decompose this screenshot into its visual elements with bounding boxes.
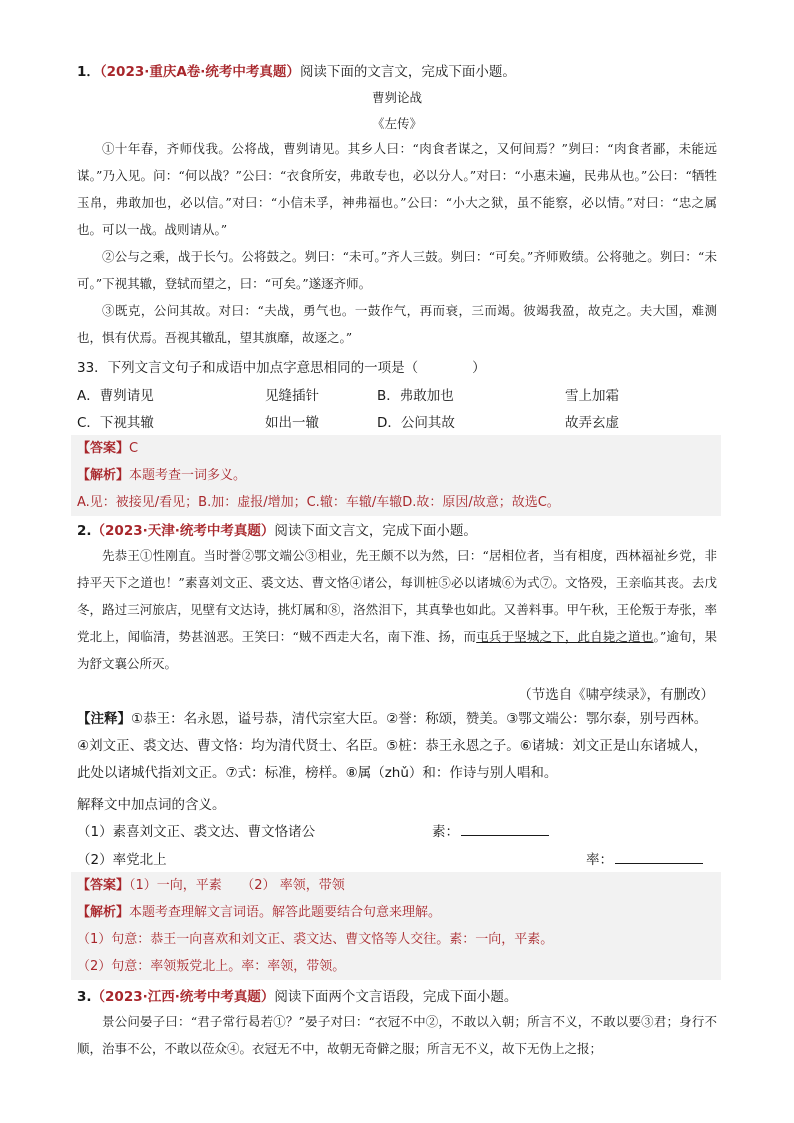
passage-body-q2 bbox=[77, 542, 717, 677]
passage-body-q3 bbox=[77, 1008, 717, 1062]
answer-tag: 【答案】 bbox=[77, 441, 130, 456]
item-1-blank[interactable] bbox=[461, 823, 549, 836]
question-33-stem: 33．下列文言文句子和成语中加点字意思相同的一项是（ ） bbox=[77, 360, 486, 376]
annotation-tag: 【注释】 bbox=[77, 711, 131, 727]
question-instruction: 阅读下面的文言文，完成下面小题。 bbox=[299, 64, 516, 80]
analysis-item-2: （2）句意：率领叛党北上。率：率领，带领。 bbox=[77, 959, 346, 974]
question-instruction: 阅读下面两个文言语段，完成下面小题。 bbox=[274, 989, 518, 1005]
answer-line bbox=[71, 872, 721, 899]
passage-paragraph-2: ②公与之乘，战于长勺。公将鼓之。刿曰：“未可。”齐人三鼓。刿曰：“可矣。”齐师败绩。公将驰之。刿曰：“未可。”下视其辙，登轼而望之，曰：“可矣。”遂逐齐师。 bbox=[77, 249, 717, 291]
analysis-line bbox=[71, 462, 721, 489]
item-1-answer-field bbox=[432, 820, 549, 840]
item-2: （2）率党北上 bbox=[77, 852, 167, 868]
analysis-text: 本题考查一词多义。 bbox=[129, 468, 247, 483]
item-1-label: 素： bbox=[432, 824, 459, 840]
analysis-tag: 【解析】 bbox=[77, 905, 130, 920]
option-c-idiom: 如出一辙 bbox=[265, 415, 319, 431]
underlined-sentence: 屯兵于坚城之下，此自毙之道也 bbox=[476, 629, 654, 644]
question-number: 1． bbox=[77, 64, 100, 80]
question-2-header bbox=[77, 519, 477, 539]
passage-paragraph-1: ①十年春，齐师伐我。公将战，曹刿请见。其乡人曰：“肉食者谋之，又何间焉？”刿曰：“肉食者鄙，未能远谋。”乃入见。问：“何以战？”公曰：“衣食所安，弗敢专也，必以分人。”对曰：“小惠未遍，民弗从也。”公曰：“牺牲玉帛，弗敢加也，必以信。”对曰：“小信未孚，神弗福也。”公曰：“小大之狱，虽不能察，必以情。”对曰：“忠之属也。可以一战。战则请从。” bbox=[77, 141, 717, 237]
answer-text: C bbox=[129, 441, 139, 456]
passage-source-note: （节选自《啸亭续录》，有删改） bbox=[518, 687, 714, 703]
question-3-header bbox=[77, 985, 517, 1005]
passage-text-end: 。”逾旬，果为舒文襄公所灭。 bbox=[77, 629, 717, 671]
analysis-tag: 【解析】 bbox=[77, 468, 130, 483]
answer-block-q1 bbox=[71, 435, 721, 516]
question-number: 2. bbox=[77, 523, 92, 539]
answer-text: （1）一向，平素 （2） 率领，带领 bbox=[129, 878, 345, 893]
item-2-answer-field bbox=[586, 848, 703, 868]
annotation-block bbox=[77, 706, 717, 787]
option-a-sentence: A．曹刿请见 bbox=[77, 388, 154, 404]
answer-block-q2 bbox=[71, 872, 721, 980]
passage-text: 先恭王①性刚直。当时誉②鄂文端公③相业，先王颇不以为然，曰：“居相位者，当有相度，西林福祉乡党，非持平天下之道也！”素喜刘文正、裘文达、曹文恪④诸公，每训桩⑤必以诸城⑥为式⑦。文恪殁，王亲临其丧。去戊冬，路过三河旅店，见壁有文达诗，挑灯属和⑧，洛然泪下，其真挚也如此。又善料事。甲午秋，王伦叛于寿张，率党北上，闻临清，势甚汹恶。王笑曰：“贼不西走大名，南下淮、扬，而 bbox=[77, 548, 717, 644]
passage-author: 《左传》 bbox=[371, 116, 422, 131]
passage-paragraph-3: ③既克，公问其故。对曰：“夫战，勇气也。一鼓作气，再而衰，三而竭。彼竭我盈，故克之。夫大国，难测也，惧有伏焉。吾视其辙乱，望其旗靡，故逐之。” bbox=[77, 303, 717, 345]
option-b-idiom: 雪上加霜 bbox=[565, 388, 619, 404]
item-1: （1）素喜刘文正、裘文达、曹文恪诸公 bbox=[77, 824, 316, 840]
question-source: （2023·江西·统考中考真题） bbox=[91, 989, 275, 1005]
question-number: 3. bbox=[77, 989, 92, 1005]
passage-body bbox=[77, 135, 717, 351]
annotation-text: ①恭王：名永恩，谥号恭，清代宗室大臣。②誉：称颂，赞美。③鄂文端公：鄂尔泰，别号西林。④刘文正、裘文达、曹文恪：均为清代贤士、名臣。⑤桩：恭王永恩之子。⑥诸城：刘文正是山东诸城人，此处以诸城代指刘文正。⑦式：标准，榜样。⑧属（zhǔ）和：作诗与别人唱和。 bbox=[77, 711, 708, 781]
passage-paragraph bbox=[77, 542, 717, 677]
option-d-sentence: D．公问其故 bbox=[377, 415, 455, 431]
passage-title: 曹刿论战 bbox=[371, 90, 422, 105]
item-2-label: 率： bbox=[586, 852, 613, 868]
analysis-detail-line: A.见：被接见/看见；B.加：虚报/增加；C.辙：车辙/车辙D.故：原因/故意；故选C。 bbox=[77, 495, 560, 510]
answer-line bbox=[71, 435, 721, 462]
task-instruction: 解释文中加点词的含义。 bbox=[77, 797, 226, 813]
option-c-sentence: C．下视其辙 bbox=[77, 415, 154, 431]
option-b-sentence: B．弗敢加也 bbox=[377, 388, 454, 404]
question-1-header bbox=[77, 60, 516, 80]
item-2-blank[interactable] bbox=[615, 851, 703, 864]
answer-tag: 【答案】 bbox=[77, 878, 130, 893]
analysis-text: 本题考查理解文言词语。解答此题要结合句意来理解。 bbox=[129, 905, 442, 920]
option-a-idiom: 见缝插针 bbox=[265, 388, 319, 404]
analysis-line bbox=[71, 899, 721, 926]
analysis-item-1: （1）句意：恭王一向喜欢和刘文正、裘文达、曹文恪等人交往。素：一向，平素。 bbox=[77, 932, 554, 947]
question-source: （2023·重庆A卷·统考中考真题） bbox=[99, 64, 300, 80]
passage-paragraph: 景公问晏子曰：“君子常行曷若①？”晏子对曰：“衣冠不中②，不敢以入朝；所言不义，不敢以要③君；身行不顺，治事不公，不敢以莅众④。衣冠无不中，故朝无奇僻之服；所言无不义，故下无伪上之报； bbox=[77, 1014, 717, 1056]
option-d-idiom: 故弄玄虚 bbox=[565, 415, 619, 431]
question-instruction: 阅读下面文言文，完成下面小题。 bbox=[274, 523, 477, 539]
question-source: （2023·天津·统考中考真题） bbox=[91, 523, 275, 539]
